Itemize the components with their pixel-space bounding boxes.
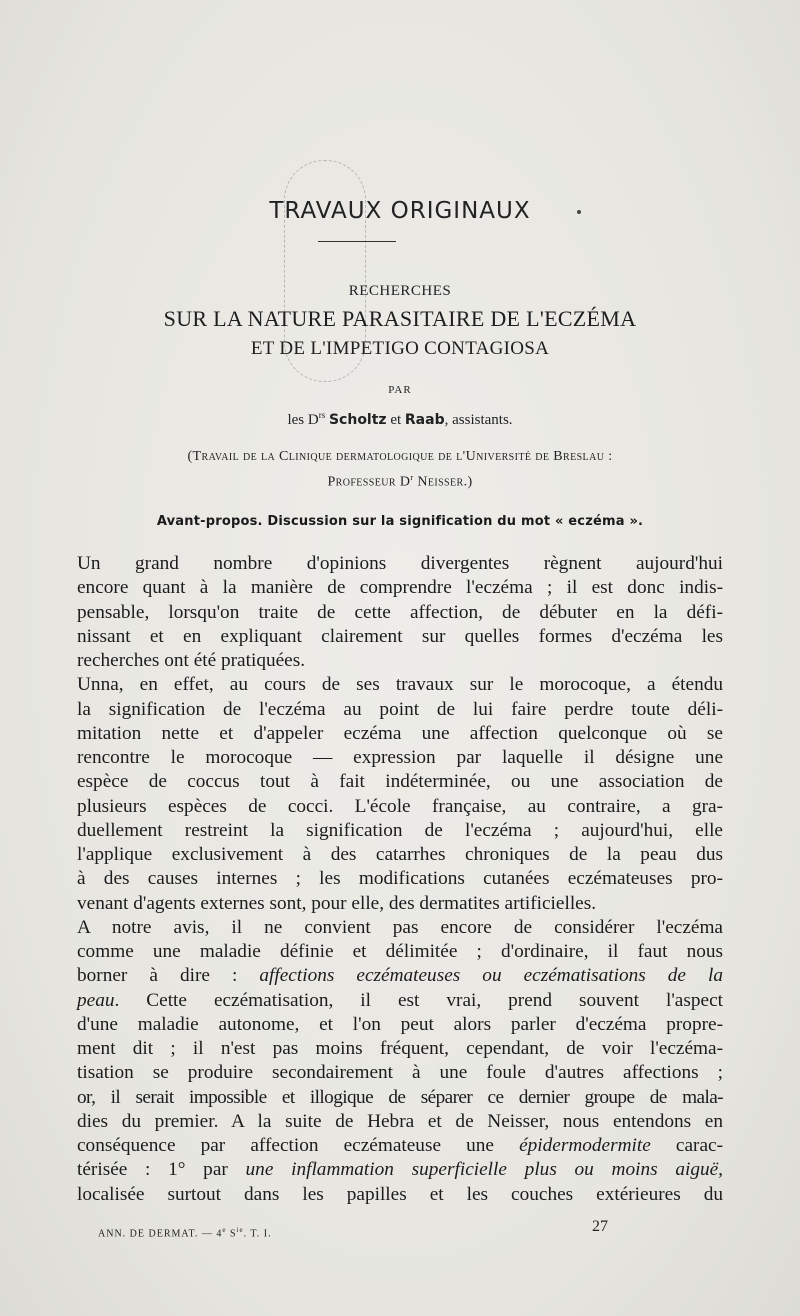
body-line: d'une maladie autonome, et l'on peut alors parler d'eczéma propre-: [77, 1013, 723, 1035]
body-line: nissant et en expliquant clairement sur quelles formes d'eczéma les: [77, 625, 723, 647]
body-line: à des causes internes ; les modifications cutanées eczémateuses pro-: [77, 868, 723, 890]
author-scholtz: Scholtz: [328, 412, 387, 428]
affiliation-professor: Professeur D: [327, 474, 411, 490]
body-line: plusieurs espèces de cocci. L'école française, au contraire, a gra-: [77, 795, 723, 817]
journal-reference: [98, 1226, 272, 1239]
body-line: dies du premier. A la suite de Hebra et de Neisser, nous entendons en: [77, 1110, 723, 1132]
body-fragment: . Cette eczématisation, il est vrai, prend souvent l'aspect: [114, 989, 723, 1011]
body-line: [77, 964, 723, 988]
authors-suffix: , assistants.: [444, 412, 513, 428]
body-line: comme une maladie définie et délimitée ; d'ordinaire, il faut nous: [77, 941, 723, 962]
article-kicker: RECHERCHES: [348, 283, 452, 299]
body-fragment: térisée : 1° par: [77, 1159, 246, 1181]
body-fragment: carac-: [650, 1135, 723, 1156]
authors-line: [0, 410, 800, 429]
journal-ref-mid: S: [226, 1228, 237, 1240]
page-number: 27: [592, 1218, 608, 1235]
body-line: venant d'agents externes sont, pour elle, des dermatites artificielles.: [77, 892, 597, 914]
author-raab: Raab: [404, 412, 445, 428]
body-line: rencontre le morocoque — expression par laquelle il désigne une: [77, 747, 723, 768]
authors-sup: rs: [318, 410, 326, 420]
article-body: [77, 552, 723, 1207]
body-line: Un grand nombre d'opinions divergentes règnent aujourd'hui: [77, 553, 723, 574]
body-fragment: conséquence par affection eczémateuse une: [77, 1135, 520, 1156]
authors-prefix: les D: [287, 412, 319, 428]
body-italic: affections eczémateuses ou eczématisations de la: [259, 965, 724, 987]
byline-par: PAR: [388, 384, 412, 396]
body-line: la signification de l'eczéma au point de lui faire perdre toute déli-: [77, 698, 723, 720]
section-header: TRAVAUX ORIGINAUX: [269, 198, 531, 224]
journal-ref-pre: ANN. DE DERMAT. — 4: [98, 1228, 223, 1240]
body-line: pensable, lorsqu'on traite de cette affection, de débuter en la défi-: [77, 601, 723, 623]
affiliation: [80, 446, 720, 493]
body-line: Unna, en effet, au cours de ses travaux sur le morocoque, a étendu: [77, 674, 723, 696]
body-line: [77, 1134, 723, 1158]
body-italic: épidermodermite: [519, 1135, 651, 1156]
authors-and: et: [386, 412, 405, 428]
article-title-line2: ET DE L'IMPETIGO CONTAGIOSA: [250, 338, 550, 359]
body-line: localisée surtout dans les papilles et les couches extérieures du: [77, 1183, 723, 1205]
journal-ref-sup: ie: [236, 1226, 244, 1234]
body-line: tisation se produire secondairement à une foule d'autres affections ;: [77, 1062, 723, 1084]
article-title-line1: SUR LA NATURE PARASITAIRE DE L'ECZÉMA: [163, 306, 637, 331]
body-line: ment dit ; il n'est pas moins fréquent, cependant, de voir l'eczéma-: [77, 1038, 723, 1059]
journal-ref-sup: e: [222, 1226, 227, 1234]
body-line: espèce de coccus tout à fait indéterminée, ou une association de: [77, 771, 723, 793]
header-rule: [318, 241, 396, 242]
journal-ref-post: . T. I.: [243, 1228, 272, 1240]
body-line: [77, 989, 723, 1013]
body-italic: une inflammation superficielle plus ou moins aiguë,: [245, 1159, 723, 1181]
affiliation-line1: (Travail de la Clinique dermatologique de l'Université de Breslau :: [187, 449, 613, 464]
body-line: encore quant à la manière de comprendre l'eczéma ; il est donc indis-: [77, 577, 723, 599]
body-line: mitation nette et d'appeler eczéma une affection quelconque où se: [77, 722, 723, 744]
body-line: A notre avis, il ne convient pas encore de considérer l'eczéma: [77, 916, 723, 938]
body-line: l'applique exclusivement à des catarrhes chroniques de la peau dus: [77, 844, 723, 865]
body-italic: peau: [77, 989, 115, 1011]
body-line: or, il serait impossible et illogique de séparer ce dernier groupe de mala-: [77, 1086, 723, 1108]
section-heading: Avant-propos. Discussion sur la signification du mot « eczéma ».: [156, 514, 644, 529]
body-line: [77, 1158, 723, 1182]
body-line: duellement restreint la signification de l'eczéma ; aujourd'hui, elle: [77, 819, 723, 841]
body-fragment: borner à dire :: [77, 965, 260, 987]
body-line: recherches ont été pratiquées.: [77, 650, 306, 671]
affiliation-line2: [80, 467, 720, 493]
affiliation-neisser: Neisser.): [413, 474, 473, 490]
affiliation-sup: r: [410, 473, 414, 482]
